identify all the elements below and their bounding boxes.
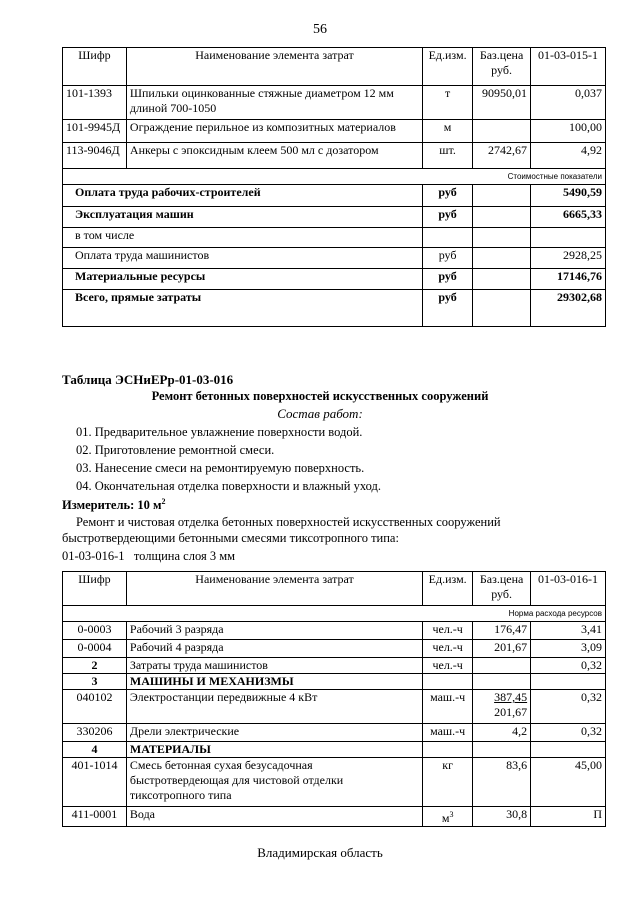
summary-row — [63, 207, 606, 228]
summary-unit: руб — [423, 248, 473, 269]
summary-unit: руб — [423, 185, 473, 207]
table-title: Таблица ЭСНиЕРр-01-03-016 — [62, 372, 234, 387]
row-name-cell — [126, 758, 422, 807]
row-code: 411-0001 — [63, 807, 127, 827]
resource-table-2 — [62, 571, 606, 827]
row-price: 201,67 — [473, 640, 531, 658]
summary-value: 2928,25 — [531, 248, 606, 269]
row-name-line: тиксотропного типа — [129, 788, 232, 802]
header-name: Наименование элемента затрат — [126, 48, 422, 86]
table-row — [63, 86, 606, 120]
row-unit: м — [441, 811, 450, 825]
page-number: 56 — [313, 22, 327, 37]
row-value: 0,32 — [531, 658, 606, 674]
group-row — [63, 674, 606, 690]
variant-label: 01-03-016-1 толщина слоя 3 мм — [62, 549, 236, 563]
table-row — [63, 143, 606, 169]
row-unit: т — [423, 86, 473, 120]
row-code: 101-9945Д — [63, 120, 127, 143]
summary-value: 6665,33 — [531, 207, 606, 228]
row-value: 4,92 — [531, 143, 606, 169]
works-label: Состав работ: — [277, 406, 363, 421]
header-name: Наименование элемента затрат — [126, 572, 422, 606]
section-label-row — [63, 606, 606, 622]
meter-sup: 2 — [161, 497, 166, 506]
row-code: 101-1393 — [63, 86, 127, 120]
header-unit: Ед.изм. — [423, 48, 473, 86]
summary-value: 5490,59 — [531, 185, 606, 207]
section-label-row — [63, 169, 606, 185]
group-name: МАШИНЫ И МЕХАНИЗМЫ — [126, 674, 422, 690]
row-unit: чел.-ч — [423, 622, 473, 640]
row-code: 0-0003 — [63, 622, 127, 640]
row-name: Анкеры с эпоксидным клеем 500 мл с дозатором — [126, 143, 422, 169]
summary-name: Оплата труда рабочих-строителей — [63, 185, 423, 207]
row-unit: шт. — [423, 143, 473, 169]
resource-table-1 — [62, 47, 606, 327]
row-unit-sup: 3 — [449, 810, 454, 819]
header-norm: 01-03-016-1 — [531, 572, 606, 606]
summary-name: Материальные ресурсы — [63, 269, 423, 290]
header-code: Шифр — [63, 572, 127, 606]
summary-unit: руб — [423, 269, 473, 290]
row-price: 387,45 — [494, 690, 528, 704]
row-price: 30,8 — [473, 807, 531, 827]
row-name: Электростанции передвижные 4 кВт — [126, 690, 422, 724]
table-row — [63, 120, 606, 143]
footer-region: Владимирская область — [257, 845, 383, 860]
row-unit: маш.-ч — [423, 690, 473, 724]
header-price: Баз.цена руб. — [473, 48, 531, 86]
summary-unit: руб — [423, 290, 473, 327]
row-name-line: быстротвердеющая для чистовой отделки — [129, 773, 344, 787]
row-unit: м — [423, 120, 473, 143]
summary-row — [63, 269, 606, 290]
row-code: 113-9046Д — [63, 143, 127, 169]
summary-row — [63, 185, 606, 207]
row-price-secondary: 201,67 — [494, 705, 528, 719]
row-code: 330206 — [63, 724, 127, 742]
table-row — [63, 690, 606, 724]
summary-name: в том числе — [63, 228, 423, 248]
header-unit: Ед.изм. — [423, 572, 473, 606]
summary-name: Всего, прямые затраты — [63, 290, 423, 327]
row-name: Дрели электрические — [126, 724, 422, 742]
row-unit: чел.-ч — [423, 640, 473, 658]
group-row — [63, 742, 606, 758]
group-name: МАТЕРИАЛЫ — [126, 742, 422, 758]
row-value: 0,32 — [531, 724, 606, 742]
row-name: Шпильки оцинкованные стяжные диаметром 12 мм длиной 700-1050 — [126, 86, 422, 120]
row-value: П — [531, 807, 606, 827]
work-item: 02. Приготовление ремонтной смеси. — [76, 443, 275, 457]
summary-unit: руб — [423, 207, 473, 228]
row-price — [473, 658, 531, 674]
row-price: 2742,67 — [473, 143, 531, 169]
table-row — [63, 658, 606, 674]
description-line: Ремонт и чистовая отделка бетонных поверхностей искусственных сооружений — [76, 515, 501, 529]
work-item: 04. Окончательная отделка поверхности и влажный уход. — [76, 479, 381, 493]
row-unit: маш.-ч — [423, 724, 473, 742]
row-name: Затраты труда машинистов — [126, 658, 422, 674]
table-header-row — [63, 572, 606, 606]
row-unit-cell — [423, 807, 473, 827]
row-price: 83,6 — [473, 758, 531, 807]
row-name: Рабочий 4 разряда — [126, 640, 422, 658]
row-value: 0,037 — [531, 86, 606, 120]
row-unit: кг — [423, 758, 473, 807]
summary-row — [63, 248, 606, 269]
summary-row — [63, 290, 606, 327]
header-code: Шифр — [63, 48, 127, 86]
meter-label: Измеритель: 10 $м^2$ — [62, 497, 166, 513]
header-price: Баз.цена руб. — [473, 572, 531, 606]
table-row — [63, 640, 606, 658]
work-item: 03. Нанесение смеси на ремонтируемую поверхность. — [76, 461, 365, 475]
table-row — [63, 758, 606, 807]
row-name: Ограждение перильное из композитных материалов — [126, 120, 422, 143]
row-name-line: Смесь бетонная сухая безусадочная — [129, 758, 313, 772]
row-value: 3,41 — [531, 622, 606, 640]
group-code: 3 — [63, 674, 127, 690]
table-header-row — [63, 48, 606, 86]
row-value: 100,00 — [531, 120, 606, 143]
row-code: 2 — [63, 658, 127, 674]
row-price: 176,47 — [473, 622, 531, 640]
summary-name: Эксплуатация машин — [63, 207, 423, 228]
row-price: 4,2 — [473, 724, 531, 742]
row-value: 0,32 — [531, 690, 606, 724]
description-line: быстротвердеющими бетонными смесями тиксотропного типа: — [62, 531, 399, 545]
section-label: Стоимостные показатели — [63, 169, 606, 185]
header-norm: 01-03-015-1 — [531, 48, 606, 86]
work-item: 01. Предварительное увлажнение поверхности водой. — [76, 425, 363, 439]
row-code: 0-0004 — [63, 640, 127, 658]
row-name: Вода — [126, 807, 422, 827]
section-subtitle: Ремонт бетонных поверхностей искусственных сооружений — [151, 389, 489, 403]
row-code: 040102 — [63, 690, 127, 724]
row-price-cell — [473, 690, 531, 724]
table-row — [63, 622, 606, 640]
table-row — [63, 807, 606, 827]
row-code: 401-1014 — [63, 758, 127, 807]
table-row — [63, 724, 606, 742]
summary-value: 17146,76 — [531, 269, 606, 290]
summary-row — [63, 228, 606, 248]
row-value: 3,09 — [531, 640, 606, 658]
group-code: 4 — [63, 742, 127, 758]
section-label: Норма расхода ресурсов — [63, 606, 606, 622]
summary-value: 29302,68 — [531, 290, 606, 327]
summary-name: Оплата труда машинистов — [63, 248, 423, 269]
row-price: 90950,01 — [473, 86, 531, 120]
row-name: Рабочий 3 разряда — [126, 622, 422, 640]
row-value: 45,00 — [531, 758, 606, 807]
row-unit: чел.-ч — [423, 658, 473, 674]
row-price — [473, 120, 531, 143]
